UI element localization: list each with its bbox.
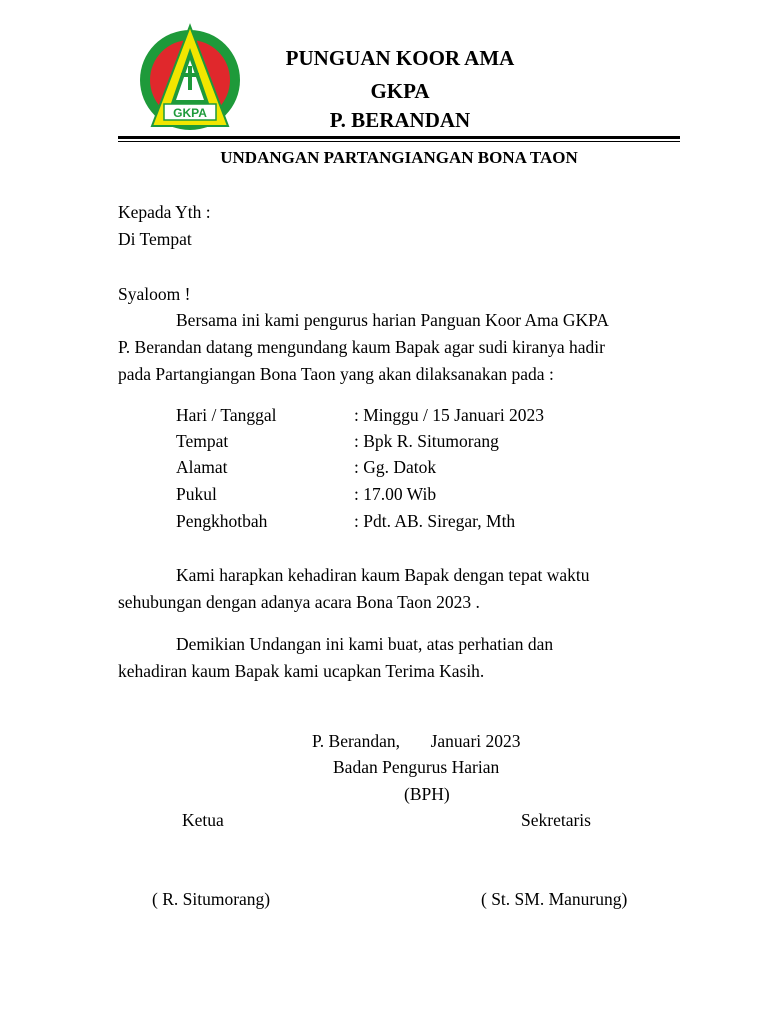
detail-value-date: : Minggu / 15 Januari 2023 (354, 405, 545, 425)
gkpa-logo (138, 22, 242, 132)
recipient-line-1: Kepada Yth : (118, 202, 211, 222)
hope-line-1: Kami harapkan kehadiran kaum Bapak dengan tepat waktu (176, 565, 590, 585)
place-date: P. Berandan, Januari 2023 (312, 731, 521, 751)
organization-name: Badan Pengurus Harian (333, 757, 500, 777)
hope-line-2: sehubungan dengan adanya acara Bona Taon 2023 . (118, 592, 480, 612)
detail-label-time: Pukul (176, 484, 217, 504)
greeting: Syaloom ! (118, 284, 191, 304)
closing-line-2: kehadiran kaum Bapak kami ucapkan Terima Kasih. (118, 661, 485, 681)
header-rule-thick (118, 136, 680, 139)
header-line-2: GKPA (370, 79, 430, 103)
detail-label-address: Alamat (176, 457, 228, 477)
role-chair: Ketua (182, 810, 224, 830)
role-secretary: Sekretaris (521, 810, 591, 830)
header-line-3: P. BERANDAN (329, 108, 471, 132)
organization-abbr: (BPH) (404, 784, 450, 804)
intro-line-3: pada Partangiangan Bona Taon yang akan dilaksanakan pada : (118, 364, 554, 384)
detail-label-place: Tempat (176, 431, 229, 451)
closing-line-1: Demikian Undangan ini kami buat, atas perhatian dan (176, 634, 554, 654)
intro-line-2: P. Berandan datang mengundang kaum Bapak agar sudi kiranya hadir (118, 337, 605, 357)
name-secretary: ( St. SM. Manurung) (481, 889, 628, 909)
detail-value-address: : Gg. Datok (354, 457, 437, 477)
detail-label-date: Hari / Tanggal (176, 405, 277, 425)
recipient-line-2: Di Tempat (118, 229, 192, 249)
intro-line-1: Bersama ini kami pengurus harian Panguan Koor Ama GKPA (176, 310, 609, 330)
header-line-1: PUNGUAN KOOR AMA (285, 46, 515, 70)
header-rule-thin (118, 141, 680, 142)
logo-text: GKPA (173, 106, 207, 120)
document-title: UNDANGAN PARTANGIANGAN BONA TAON (220, 148, 578, 167)
detail-value-preacher: : Pdt. AB. Siregar, Mth (354, 511, 516, 531)
detail-value-place: : Bpk R. Situmorang (354, 431, 499, 451)
name-chair: ( R. Situmorang) (152, 889, 271, 909)
detail-value-time: : 17.00 Wib (354, 484, 437, 504)
detail-label-preacher: Pengkhotbah (176, 511, 268, 531)
